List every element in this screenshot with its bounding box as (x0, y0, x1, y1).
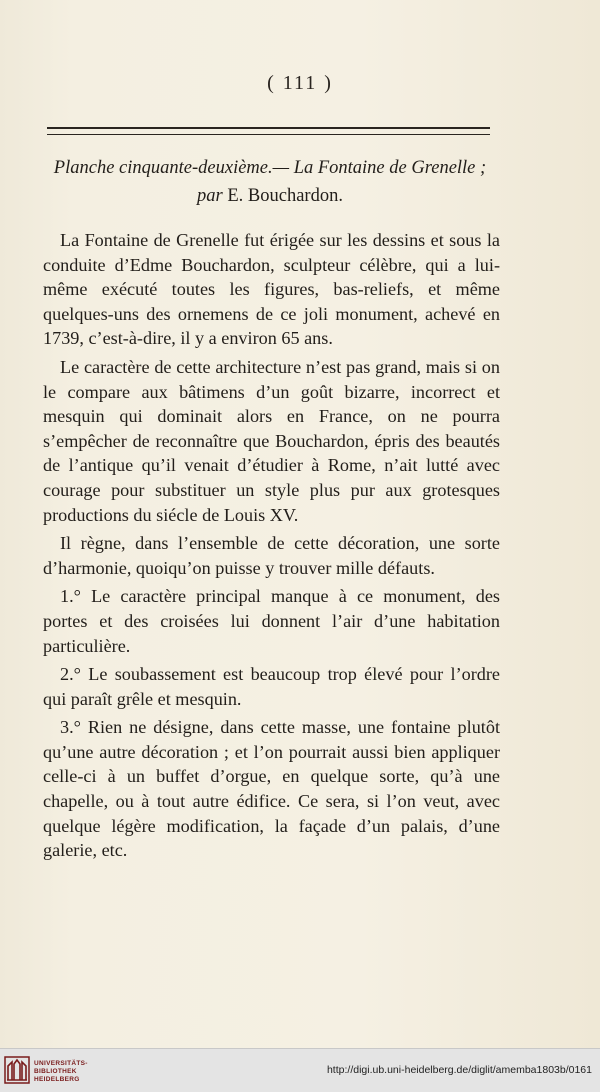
plate-author-line (40, 186, 500, 207)
paragraph: 2.° Le soubassement est beaucoup trop élevé pour l’ordre qui paraît grêle et mesquin. (43, 664, 500, 709)
viewer-footer (0, 1048, 600, 1092)
plate-heading: Planche cinquante-deuxième.— La Fontaine de Grenelle ; (53, 158, 487, 178)
paragraph: Il règne, dans l’ensemble de cette décoration, une sorte d’harmonie, quoiqu’on puisse y trouver mille défauts. (43, 533, 500, 578)
author-name: E. Bouchardon. (227, 186, 343, 206)
university-seal-icon (4, 1056, 30, 1084)
paragraph: Le caractère de cette architecture n’est pas grand, mais si on le compare aux bâtimens d’un goût bizarre, incorrect et mesquin qui dominait alors en France, on ne pourra s’empêcher de reconnaître que Bouchardon, épris des beautés de l’antique qu’il venait d’étudier à Rome, n’ait lutté avec courage pour substituer un style plus pur aux grotesques productions du siécle de Louis XV. (43, 356, 500, 525)
library-name-line: BIBLIOTHEK (34, 1068, 77, 1075)
library-logo[interactable] (4, 1053, 104, 1088)
body-text (43, 228, 500, 867)
library-name-line: HEIDELBERG (34, 1076, 80, 1083)
header-rule-thin (47, 134, 490, 135)
paragraph: 1.° Le caractère principal manque à ce monument, des portes et des croisées lui donnent l’air d’une habitation particulière. (43, 586, 500, 656)
header-rule-thick (47, 127, 490, 129)
paragraph: 3.° Rien ne désigne, dans cette masse, une fontaine plutôt qu’une autre décoration ; et l’on pourrait aussi bien appliquer celle-ci à un buffet d’orgue, en quelque sorte, qu’à une chapelle, ou à tout autre édifice. Ce sera, si l’on veut, avec quelque légère modification, la façade d’un palais, d’une galerie, etc. (43, 717, 500, 861)
paragraph: La Fontaine de Grenelle fut érigée sur les dessins et sous la conduite d’Edme Bouchardon, sculpteur célèbre, qui a lui-même exécuté toutes les figures, bas-reliefs, et même quelques-uns des ornemens de ce joli monument, achevé en 1739, c’est-à-dire, il y a environ 65 ans. (43, 230, 500, 349)
author-prefix: par (197, 186, 223, 206)
permalink-url[interactable]: http://digi.ub.uni-heidelberg.de/diglit/amemba1803b/0161 (326, 1064, 592, 1076)
library-name-line: UNIVERSITÄTS- (34, 1060, 88, 1067)
page-number: ( 111 ) (267, 72, 333, 94)
library-name (34, 1060, 88, 1084)
